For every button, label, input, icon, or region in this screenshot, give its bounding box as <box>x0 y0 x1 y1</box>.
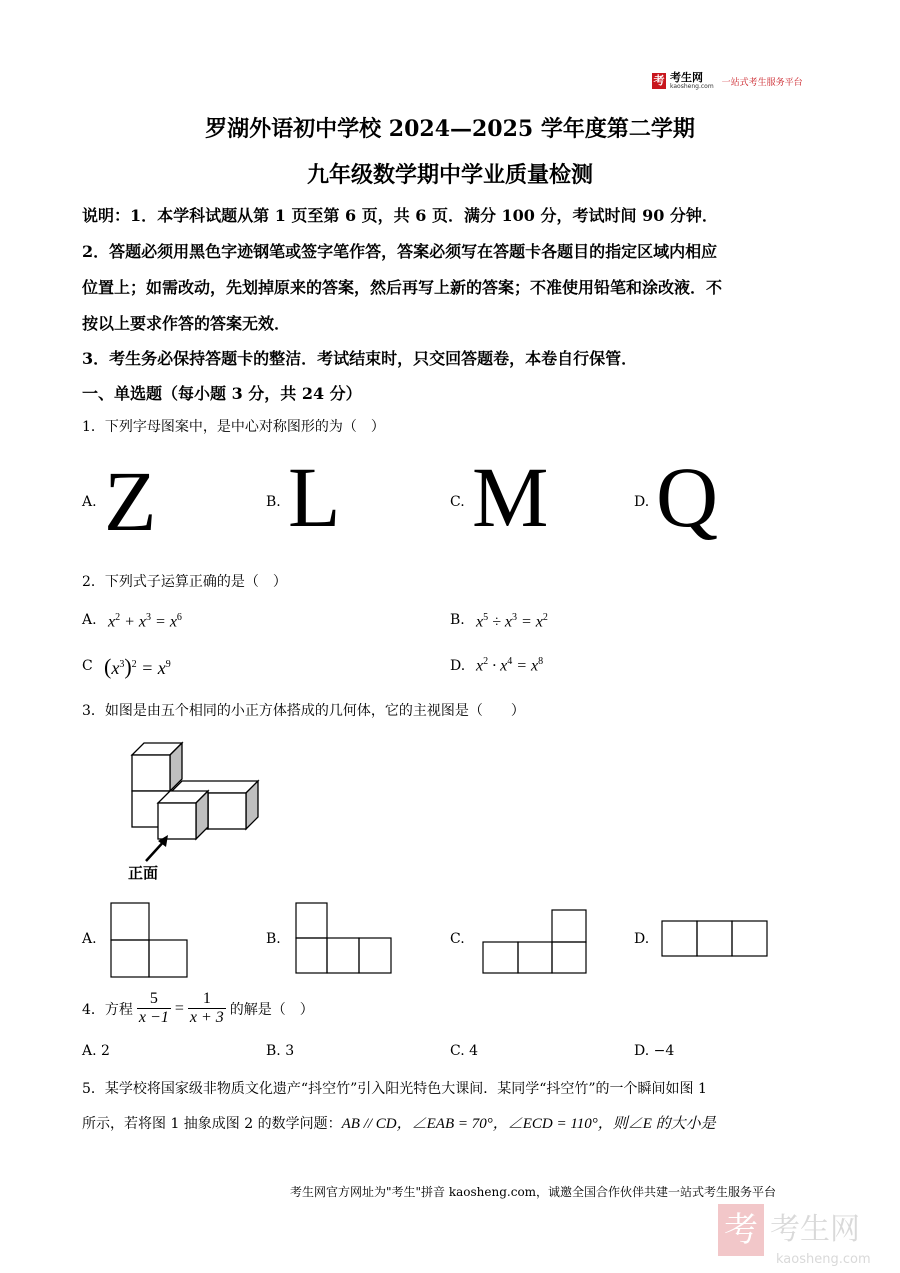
q3-option-a-view <box>110 902 190 978</box>
logo-text <box>670 72 714 90</box>
watermark <box>718 1204 871 1267</box>
q3-option-c-label: C. <box>450 931 465 947</box>
q3-option-c-view <box>482 909 588 975</box>
note-line-1: 说明：1．本学科试题从第 1 页至第 6 页，共 6 页．满分 100 分，考试时间 90 分钟． <box>82 206 718 225</box>
brand-slogan: 一站式考生服务平台 <box>721 77 803 88</box>
exam-title-line1: 罗湖外语初中学校 2024—2025 学年度第二学期 <box>205 116 695 142</box>
watermark-url: kaosheng.com <box>776 1252 871 1267</box>
q5-line-2-math: AB // CD，∠EAB = 70°，∠ECD = 110°，则∠E 的大小是 <box>341 1116 716 1132</box>
q3-stem: 3．如图是由五个相同的小正方体搭成的几何体，它的主视图是（ ） <box>82 703 525 719</box>
q2-option-c-expr: $(x^3)^2 = x^9$ <box>104 654 171 679</box>
q5-line-2-text: 所示，若将图 1 抽象成图 2 的数学问题： <box>82 1116 342 1132</box>
q4-suffix: 的解是（ ） <box>229 1001 314 1018</box>
q3-option-b-label: B. <box>266 931 281 947</box>
q1-option-b-letter: L <box>288 449 341 545</box>
q4-option-d: D. −4 <box>634 1043 675 1059</box>
q4-fraction-left <box>137 990 171 1027</box>
q1-option-b-label: B. <box>266 494 281 510</box>
page-footer: 考生网官方网址为"考生"拼音 kaosheng.com，诚邀全国合作伙伴共建一站式考生服务平台 <box>290 1185 777 1199</box>
brand-name: 考生网 <box>670 71 703 84</box>
q2-option-b-expr: $x^5 \div x^3 = x^2$ <box>476 612 548 631</box>
q1-option-a-letter: Z <box>104 453 157 549</box>
q1-option-c-label: C. <box>450 494 465 510</box>
note-line-4: 按以上要求作答的答案无效． <box>82 314 291 333</box>
q1-option-a-label: A. <box>82 494 97 510</box>
note-line-3: 位置上；如需改动，先划掉原来的答案，然后再写上新的答案；不准使用铅笔和涂改液．不 <box>82 278 723 297</box>
q3-option-b-view <box>295 902 393 974</box>
q3-option-d-view <box>661 920 769 958</box>
watermark-logo-icon: 考 <box>718 1204 764 1256</box>
q2-option-b-label: B. <box>450 612 465 628</box>
q3-option-a-label: A. <box>82 931 97 947</box>
note-line-2: 2．答题必须用黑色字迹钢笔或签字笔作答，答案必须写在答题卡各题目的指定区域内相应 <box>82 242 718 261</box>
q4-right-numerator: 1 <box>188 990 226 1009</box>
q1-option-c-letter: M <box>472 449 549 545</box>
q2-option-a-label: A. <box>82 612 97 628</box>
q2-option-a-expr: $x^2 + x^3 = x^6$ <box>108 612 182 631</box>
exam-title-line2: 九年级数学期中学业质量检测 <box>306 162 593 188</box>
q5-line-2 <box>82 1112 716 1133</box>
q4-equals: = <box>174 999 184 1017</box>
q3-front-label: 正面 <box>128 864 159 882</box>
q4-left-denominator: x −1 <box>138 1009 169 1026</box>
section-heading: 一、单选题（每小题 3 分，共 24 分） <box>82 384 362 403</box>
q3-option-d-label: D. <box>634 931 650 947</box>
q4-right-denominator: x + 3 <box>189 1009 224 1026</box>
watermark-name: 考生网 <box>770 1212 860 1247</box>
q4-option-b: B. 3 <box>266 1043 295 1059</box>
brand-url: kaosheng.com <box>670 83 714 90</box>
q2-option-d-label: D. <box>450 658 466 674</box>
q4-prefix: 4．方程 <box>82 1001 133 1018</box>
q2-option-c-label: C <box>82 658 93 674</box>
brand-logo <box>652 72 803 90</box>
q5-line-1: 5．某学校将国家级非物质文化遗产“抖空竹”引入阳光特色大课间．某同学“抖空竹”的一个瞬间如图 1 <box>82 1081 707 1097</box>
q2-stem: 2．下列式子运算正确的是（ ） <box>82 574 287 590</box>
note-line-5: 3．考生务必保持答题卡的整洁．考试结束时，只交回答题卷，本卷自行保管． <box>82 349 638 368</box>
q4-option-a: A. 2 <box>82 1043 110 1059</box>
q4-left-numerator: 5 <box>137 990 171 1009</box>
logo-icon: 考 <box>653 74 665 87</box>
q4-option-c: C. 4 <box>450 1043 479 1059</box>
q1-stem: 1．下列字母图案中，是中心对称图形的为（ ） <box>82 419 385 435</box>
q2-option-d-expr: $x^2 \cdot x^4 = x^8$ <box>476 656 544 675</box>
q4-stem <box>82 990 314 1027</box>
q1-option-d-letter: Q <box>656 449 719 545</box>
q1-option-d-label: D. <box>634 494 650 510</box>
q4-fraction-right <box>188 990 226 1027</box>
